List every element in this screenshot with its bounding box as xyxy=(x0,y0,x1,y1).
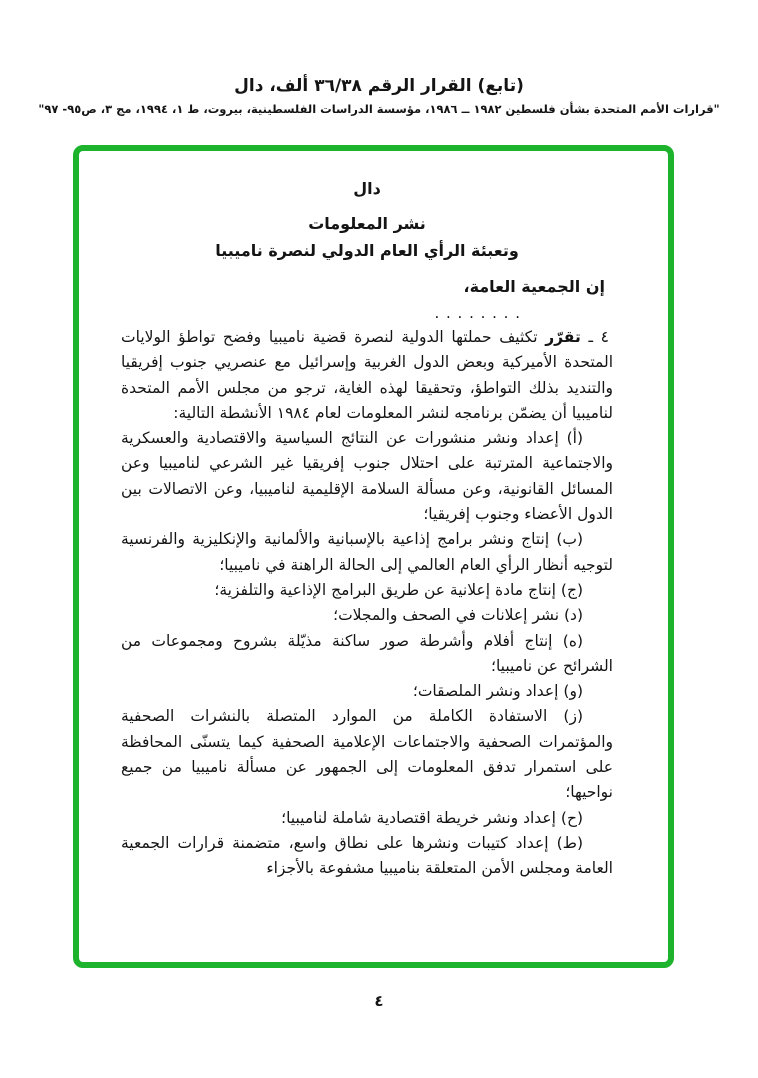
sub-paragraph-zay: (ز) الاستفادة الكاملة من الموارد المتصلة بالنشرات الصحفية والمؤتمرات الصحفية والاجتماعات الإعلامية الصحفية كيما يتسنّى المحافظة على استمرار تدفق المعلومات إلى الجمهور عن مسألة ناميبيا من جميع نواحيها؛ xyxy=(121,707,613,802)
sub-paragraph-waw: (و) إعداد ونشر الملصقات؛ xyxy=(412,682,583,701)
resolution-title xyxy=(121,210,613,264)
section-letter: دال xyxy=(353,179,381,198)
sub-paragraph-ba: (ب) إنتاج ونشر برامج إذاعية بالإسبانية والألمانية والإنكليزية والفرنسية لتوجيه أنظار الرأي العام العالمي إلى الحالة الراهنة في ناميبيا؛ xyxy=(121,530,613,574)
omitted-text-dots: . . . . . . . . xyxy=(434,304,521,322)
sub-paragraph-ha: (ه) إنتاج أفلام وأشرطة صور ساكنة مذيّلة بشروح ومجموعات من الشرائح عن ناميبيا؛ xyxy=(121,631,613,675)
resolution-title-line-2: وتعبئة الرأي العام الدولي لنصرة ناميبيا xyxy=(215,241,519,260)
resolution-continuation-title: (تابع) القرار الرقم ٣٦/٣٨ ألف، دال xyxy=(234,76,524,96)
sub-paragraph-alif: (أ) إعداد ونشر منشورات عن النتائج السياسية والاقتصادية والعسكرية والاجتماعية المترتبة على احتلال جنوب إفريقيا غير الشرعي لناميبيا وعن المسائل القانونية، وعن مسألة السلامة الإقليمية لناميبيا، وعن الاتصالات بين الدول الأعضاء وجنوب إفريقيا؛ xyxy=(121,429,613,524)
page-number: ٤ xyxy=(374,992,384,1010)
sub-paragraph-dal: (د) نشر إعلانات في الصحف والمجلات؛ xyxy=(333,606,583,625)
resolution-frame xyxy=(73,145,674,968)
sub-paragraph-jim: (ج) إنتاج مادة إعلانية عن طريق البرامج الإذاعية والتلفزية؛ xyxy=(214,580,583,599)
page-header xyxy=(0,76,758,116)
operative-verb: تقرّر xyxy=(545,328,581,346)
operative-paragraph-text: تكثيف حملتها الدولية لنصرة قضية ناميبيا وفضح تواطؤ الولايات المتحدة الأميركية وبعض الدول الغربية وإسرائيل مع عنصريي جنوب إفريقيا والتنديد بذلك التواطؤ، وتحقيقا لهذه الغاية، ترجو من مجلس الأمم المتحدة لناميبيا أن يضمّن برنامجه لنشر المعلومات لعام ١٩٨٤ الأنشطة التالية: xyxy=(121,328,613,422)
source-citation: "قرارات الأمم المتحدة بشأن فلسطين ١٩٨٢ ــ ١٩٨٦، مؤسسة الدراسات الفلسطينية، بيروت، ط ١، ١٩٩٤، مج ٣، ص٩٥- ٩٧" xyxy=(38,102,720,116)
resolution-title-line-1: نشر المعلومات xyxy=(308,214,426,233)
paragraph-number: ٤ ـ xyxy=(588,328,609,346)
salutation: إن الجمعية العامة، xyxy=(463,277,605,296)
sub-paragraph-tta: (ط) إعداد كتيبات ونشرها على نطاق واسع، متضمنة قرارات الجمعية العامة ومجلس الأمن المتعلقة بناميبيا مشفوعة بالأجزاء xyxy=(121,833,613,878)
operative-paragraph-4 xyxy=(121,325,613,426)
sub-paragraph-hha: (ح) إعداد ونشر خريطة اقتصادية شاملة لناميبيا؛ xyxy=(281,808,583,827)
